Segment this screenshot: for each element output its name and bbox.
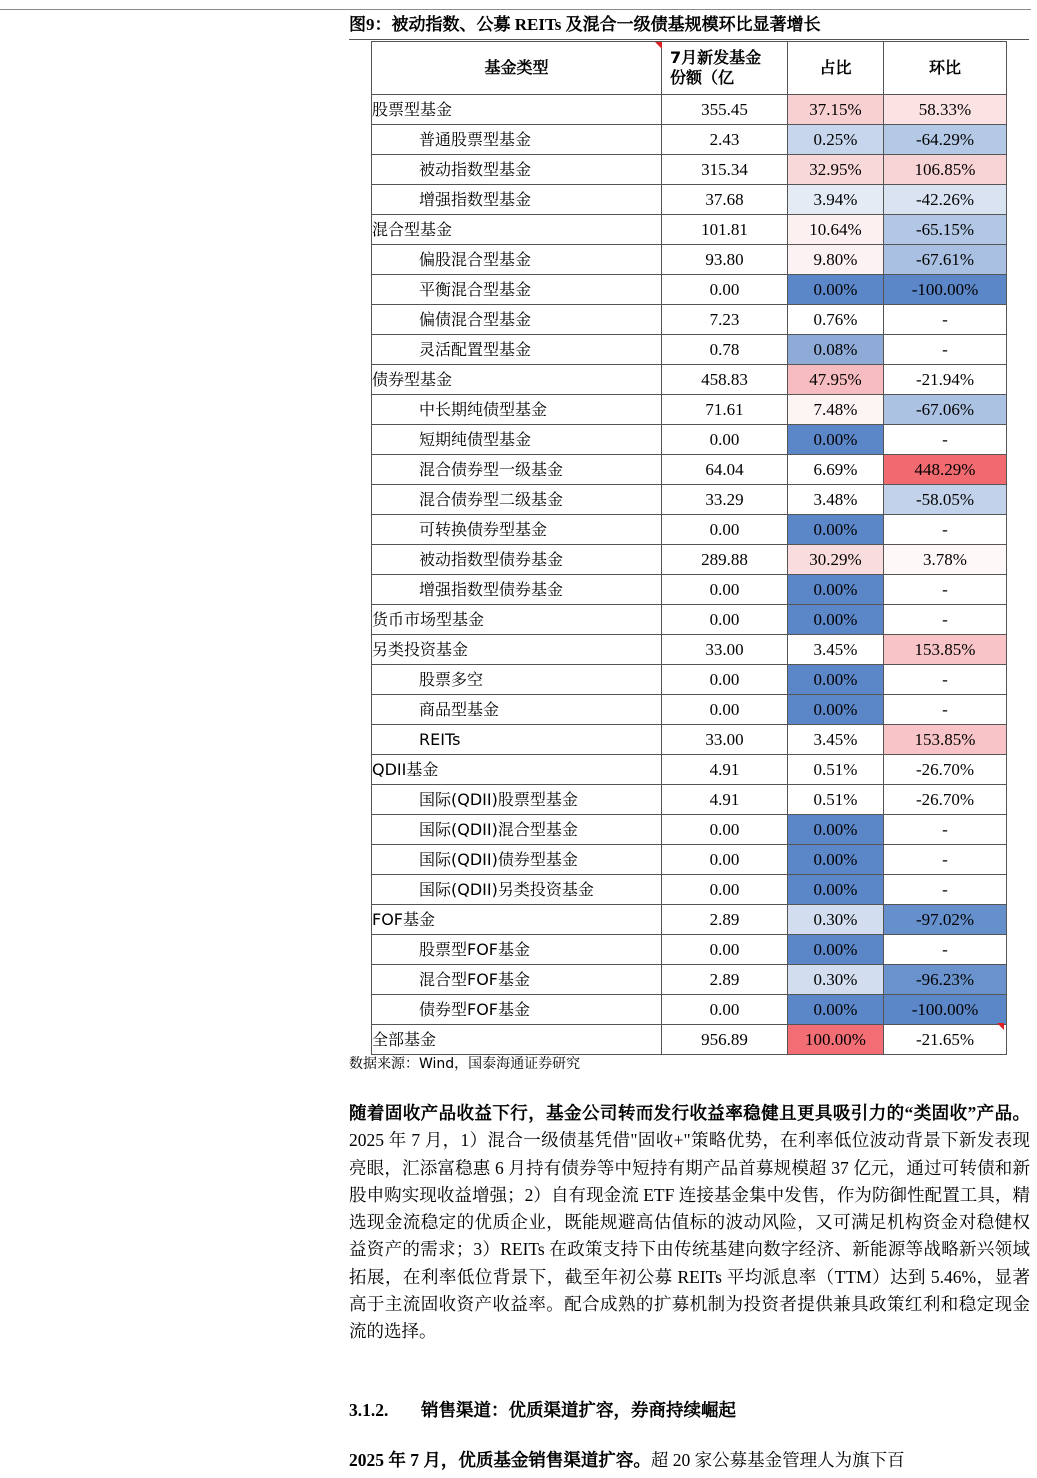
fund-type-cell: QDII基金 (372, 755, 662, 785)
share-cell: 0.76% (788, 305, 884, 335)
table-row (372, 665, 1007, 695)
share-cell: 0.00% (788, 875, 884, 905)
share-cell: 0.30% (788, 905, 884, 935)
share-cell: 3.45% (788, 635, 884, 665)
fund-type-cell: 增强指数型债券基金 (372, 575, 662, 605)
table-row (372, 305, 1007, 335)
share-cell: 0.00% (788, 275, 884, 305)
fund-type-cell: 全部基金 (372, 1025, 662, 1055)
figure-source: 数据来源：Wind，国泰海通证券研究 (349, 1056, 581, 1072)
mom-cell: -58.05% (884, 485, 1007, 515)
new-shares-cell: 0.00 (662, 695, 788, 725)
comment-marker-header (655, 42, 662, 49)
share-cell: 3.45% (788, 725, 884, 755)
new-shares-cell: 0.00 (662, 275, 788, 305)
share-cell: 0.00% (788, 605, 884, 635)
new-shares-cell: 0.78 (662, 335, 788, 365)
fund-type-cell: 国际(QDII)债券型基金 (372, 845, 662, 875)
fund-type-cell: 货币市场型基金 (372, 605, 662, 635)
new-shares-cell: 2.89 (662, 905, 788, 935)
table-row (372, 995, 1007, 1025)
mom-cell: 153.85% (884, 635, 1007, 665)
share-cell: 10.64% (788, 215, 884, 245)
new-shares-cell: 4.91 (662, 785, 788, 815)
fund-type-cell: 国际(QDII)股票型基金 (372, 785, 662, 815)
section-number: 3.1.2. (349, 1400, 389, 1420)
table-row (372, 185, 1007, 215)
fund-type-cell: 国际(QDII)另类投资基金 (372, 875, 662, 905)
mom-cell: -67.06% (884, 395, 1007, 425)
fund-type-cell: 混合债券型一级基金 (372, 455, 662, 485)
mom-cell: - (884, 575, 1007, 605)
mom-cell: - (884, 515, 1007, 545)
new-shares-cell: 0.00 (662, 995, 788, 1025)
mom-cell: - (884, 305, 1007, 335)
new-shares-cell: 4.91 (662, 755, 788, 785)
table-row (372, 935, 1007, 965)
table-row (372, 545, 1007, 575)
table-row (372, 1025, 1007, 1055)
new-shares-cell: 458.83 (662, 365, 788, 395)
fund-table-body (372, 95, 1007, 1055)
mom-cell: 58.33% (884, 95, 1007, 125)
table-row (372, 125, 1007, 155)
section-title: 销售渠道：优质渠道扩容，券商持续崛起 (421, 1400, 736, 1420)
table-row (372, 95, 1007, 125)
share-cell: 0.00% (788, 515, 884, 545)
table-row (372, 695, 1007, 725)
new-shares-cell: 0.00 (662, 605, 788, 635)
fund-type-cell: 债券型基金 (372, 365, 662, 395)
header-share: 占比 (788, 42, 884, 95)
share-cell: 0.00% (788, 665, 884, 695)
mom-cell: - (884, 815, 1007, 845)
mom-cell: -26.70% (884, 785, 1007, 815)
table-row (372, 275, 1007, 305)
paragraph-2-text: 超 20 家公募基金管理人为旗下百 (650, 1450, 905, 1470)
new-shares-cell: 0.00 (662, 935, 788, 965)
table-row (372, 965, 1007, 995)
share-cell: 0.00% (788, 425, 884, 455)
table-row (372, 365, 1007, 395)
table-row (372, 485, 1007, 515)
mom-cell: -21.94% (884, 365, 1007, 395)
header-new-shares-text: 7月新发基金份额（亿 (670, 48, 762, 87)
new-shares-cell: 93.80 (662, 245, 788, 275)
fund-type-cell: REITs (372, 725, 662, 755)
header-mom: 环比 (884, 42, 1007, 95)
fund-type-cell: 被动指数型基金 (372, 155, 662, 185)
new-shares-cell: 315.34 (662, 155, 788, 185)
fund-type-cell: 灵活配置型基金 (372, 335, 662, 365)
share-cell: 0.00% (788, 695, 884, 725)
share-cell: 0.00% (788, 995, 884, 1025)
mom-cell: - (884, 875, 1007, 905)
share-cell: 100.00% (788, 1025, 884, 1055)
paragraph-2-lead: 2025 年 7 月，优质基金销售渠道扩容。 (349, 1450, 651, 1470)
share-cell: 6.69% (788, 455, 884, 485)
fund-type-cell: 混合型FOF基金 (372, 965, 662, 995)
mom-cell: -100.00% (884, 995, 1007, 1025)
fund-type-cell: 被动指数型债券基金 (372, 545, 662, 575)
mom-cell: 448.29% (884, 455, 1007, 485)
table-row (372, 905, 1007, 935)
body-paragraph-1 (349, 1100, 1030, 1346)
fund-type-cell: FOF基金 (372, 905, 662, 935)
new-shares-cell: 33.00 (662, 725, 788, 755)
new-shares-cell: 0.00 (662, 425, 788, 455)
fund-type-cell: 平衡混合型基金 (372, 275, 662, 305)
table-row (372, 425, 1007, 455)
header-fund-type: 基金类型 (372, 42, 662, 95)
table-row (372, 515, 1007, 545)
table-row (372, 635, 1007, 665)
fund-type-cell: 短期纯债型基金 (372, 425, 662, 455)
share-cell: 9.80% (788, 245, 884, 275)
share-cell: 0.25% (788, 125, 884, 155)
mom-cell: - (884, 935, 1007, 965)
mom-cell: -26.70% (884, 755, 1007, 785)
share-cell: 0.00% (788, 935, 884, 965)
mom-cell: - (884, 665, 1007, 695)
table-row (372, 725, 1007, 755)
body-paragraph-2 (349, 1447, 1030, 1478)
mom-cell: - (884, 695, 1007, 725)
share-cell: 3.48% (788, 485, 884, 515)
new-shares-cell: 7.23 (662, 305, 788, 335)
share-cell: 0.51% (788, 755, 884, 785)
new-shares-cell: 0.00 (662, 515, 788, 545)
table-header-row (372, 42, 1007, 95)
mom-cell: -21.65% (884, 1025, 1007, 1055)
table-row (372, 335, 1007, 365)
mom-cell: 106.85% (884, 155, 1007, 185)
mom-cell: 153.85% (884, 725, 1007, 755)
table-row (372, 245, 1007, 275)
share-cell: 0.30% (788, 965, 884, 995)
new-shares-cell: 0.00 (662, 575, 788, 605)
share-cell: 7.48% (788, 395, 884, 425)
share-cell: 0.00% (788, 815, 884, 845)
fund-type-cell: 增强指数型基金 (372, 185, 662, 215)
fund-type-cell: 债券型FOF基金 (372, 995, 662, 1025)
mom-cell: -64.29% (884, 125, 1007, 155)
new-shares-cell: 0.00 (662, 815, 788, 845)
new-shares-cell: 71.61 (662, 395, 788, 425)
fund-type-cell: 混合债券型二级基金 (372, 485, 662, 515)
mom-cell: -97.02% (884, 905, 1007, 935)
new-shares-cell: 2.89 (662, 965, 788, 995)
fund-type-cell: 商品型基金 (372, 695, 662, 725)
share-cell: 0.08% (788, 335, 884, 365)
fund-type-cell: 股票型FOF基金 (372, 935, 662, 965)
table-row (372, 875, 1007, 905)
table-row (372, 815, 1007, 845)
fund-type-cell: 国际(QDII)混合型基金 (372, 815, 662, 845)
table-row (372, 215, 1007, 245)
comment-marker-total (997, 1023, 1004, 1030)
fund-type-cell: 普通股票型基金 (372, 125, 662, 155)
mom-cell: -100.00% (884, 275, 1007, 305)
share-cell: 47.95% (788, 365, 884, 395)
share-cell: 0.00% (788, 845, 884, 875)
new-shares-cell: 37.68 (662, 185, 788, 215)
share-cell: 3.94% (788, 185, 884, 215)
fund-type-cell: 混合型基金 (372, 215, 662, 245)
share-cell: 0.00% (788, 575, 884, 605)
fund-table (371, 41, 1007, 1055)
mom-cell: -96.23% (884, 965, 1007, 995)
paragraph-1-lead: 随着固收产品收益下行，基金公司转而发行收益率稳健且更具吸引力的“类固收”产品。 (349, 1103, 1030, 1123)
new-shares-cell: 33.00 (662, 635, 788, 665)
table-row (372, 785, 1007, 815)
new-shares-cell: 101.81 (662, 215, 788, 245)
mom-cell: -67.61% (884, 245, 1007, 275)
mom-cell: - (884, 425, 1007, 455)
new-shares-cell: 0.00 (662, 875, 788, 905)
new-shares-cell: 355.45 (662, 95, 788, 125)
mom-cell: -65.15% (884, 215, 1007, 245)
fund-type-cell: 股票多空 (372, 665, 662, 695)
fund-type-cell: 可转换债券型基金 (372, 515, 662, 545)
fund-type-cell: 中长期纯债型基金 (372, 395, 662, 425)
share-cell: 30.29% (788, 545, 884, 575)
mom-cell: 3.78% (884, 545, 1007, 575)
share-cell: 37.15% (788, 95, 884, 125)
fund-type-cell: 另类投资基金 (372, 635, 662, 665)
new-shares-cell: 289.88 (662, 545, 788, 575)
new-shares-cell: 2.43 (662, 125, 788, 155)
table-row (372, 575, 1007, 605)
share-cell: 32.95% (788, 155, 884, 185)
paragraph-1-text: 2025 年 7 月，1）混合一级债基凭借"固收+"策略优势，在利率低位波动背景下新发表现亮眼，汇添富稳惠 6 月持有债券等中短持有期产品首募规模超 37 亿元，通过可转债和新股申购实现收益增强；2）自有现金流 ETF 连接基金集中发售，作为防御性配置工具，精选现金流稳定的优质企业，既能规避高估值标的波动风险，又可满足机构资金对稳健权益资产的需求；3）REITs 在政策支持下由传统基建向数字经济、新能源等战略新兴领域拓展，在利率低位背景下，截至年初公募 REITs 平均派息率（TTM）达到 5.46%，显著高于主流固收资产收益率。配合成熟的扩募机制为投资者提供兼具政策红利和稳定现金流的选择。 (349, 1130, 1030, 1342)
mom-cell: -42.26% (884, 185, 1007, 215)
share-cell: 0.51% (788, 785, 884, 815)
table-row (372, 755, 1007, 785)
fund-type-cell: 偏债混合型基金 (372, 305, 662, 335)
fund-type-cell: 股票型基金 (372, 95, 662, 125)
figure-title: 图9：被动指数、公募 REITs 及混合一级债基规模环比显著增长 (349, 15, 821, 34)
mom-cell: - (884, 335, 1007, 365)
table-row (372, 155, 1007, 185)
table-row (372, 845, 1007, 875)
new-shares-cell: 64.04 (662, 455, 788, 485)
top-rule (0, 9, 1031, 10)
table-row (372, 395, 1007, 425)
fund-type-cell: 偏股混合型基金 (372, 245, 662, 275)
section-heading (349, 1397, 736, 1424)
new-shares-cell: 33.29 (662, 485, 788, 515)
new-shares-cell: 956.89 (662, 1025, 788, 1055)
mom-cell: - (884, 845, 1007, 875)
table-row (372, 605, 1007, 635)
new-shares-cell: 0.00 (662, 665, 788, 695)
table-row (372, 455, 1007, 485)
header-new-shares (662, 42, 788, 95)
new-shares-cell: 0.00 (662, 845, 788, 875)
figure-title-rule (349, 39, 1029, 40)
mom-cell: - (884, 605, 1007, 635)
